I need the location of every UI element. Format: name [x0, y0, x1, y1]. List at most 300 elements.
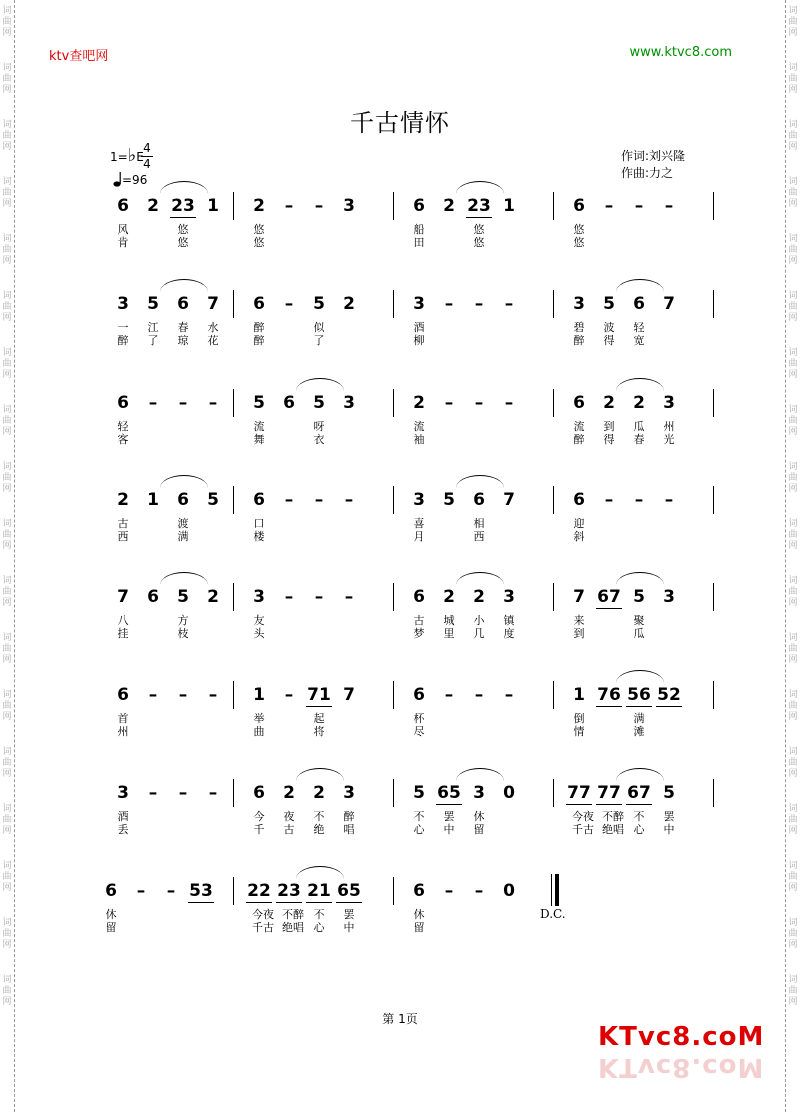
barline — [393, 486, 394, 514]
barline — [233, 290, 234, 318]
note: 5 — [413, 783, 425, 803]
note: 6 — [253, 294, 265, 314]
note: – — [474, 393, 484, 413]
lyric-syllable: 千古 — [572, 823, 594, 836]
lyric-syllable: 悠 — [473, 236, 485, 249]
barline — [233, 389, 234, 417]
side-watermark-text: 词曲网 — [788, 462, 798, 494]
key-note: E — [136, 150, 144, 164]
note: 2 — [253, 196, 265, 216]
site-logo-reflection: KTvc8.coM — [598, 1052, 765, 1082]
lyric-syllable: 不醉 — [602, 810, 624, 823]
barline — [553, 192, 554, 220]
lyric-syllable: 相 — [473, 517, 485, 530]
staff-system — [0, 392, 800, 482]
barline — [553, 486, 554, 514]
note: 3 — [663, 393, 675, 413]
lyric-syllable: 楼 — [253, 530, 265, 543]
lyric-syllable: 小 — [473, 614, 485, 627]
lyric-syllable: 州 — [117, 725, 129, 738]
lyric-syllable: 酒 — [117, 810, 129, 823]
note: – — [284, 294, 294, 314]
lyric-syllable: 头 — [253, 627, 265, 640]
side-watermark-text: 词曲网 — [788, 804, 798, 836]
side-watermark-text: 词曲网 — [2, 690, 12, 722]
lyric-syllable: 唱 — [343, 823, 355, 836]
note: – — [444, 685, 454, 705]
lyric-syllable: 悠 — [573, 223, 585, 236]
eighth-note-underline — [596, 706, 622, 707]
lyric-syllable: 今 — [253, 810, 265, 823]
lyric-syllable: 倒 — [573, 712, 585, 725]
lyric-syllable: 醉 — [253, 321, 265, 334]
lyric-syllable: 绝唱 — [602, 823, 624, 836]
note: 5 — [313, 294, 325, 314]
lyric-syllable: 绝 — [313, 823, 325, 836]
side-watermark-text: 词曲网 — [2, 519, 12, 551]
note: 3 — [503, 587, 515, 607]
lyric-syllable: 肯 — [117, 236, 129, 249]
lyric-syllable: 了 — [147, 334, 159, 347]
staff-system — [0, 489, 800, 579]
note: – — [474, 294, 484, 314]
note: 1 — [147, 490, 159, 510]
note: 65 — [437, 783, 461, 803]
note: – — [178, 685, 188, 705]
lyric-syllable: 水 — [207, 321, 219, 334]
note: 6 — [413, 196, 425, 216]
eighth-note-underline — [306, 902, 332, 903]
note: 6 — [253, 783, 265, 803]
note: – — [284, 490, 294, 510]
note: 77 — [567, 783, 591, 803]
note: – — [634, 196, 644, 216]
note: – — [444, 881, 454, 901]
lyric-syllable: 州 — [663, 420, 675, 433]
lyric-syllable: 一 — [117, 321, 129, 334]
lyric-syllable: 喜 — [413, 517, 425, 530]
note: 6 — [473, 490, 485, 510]
lyric-syllable: 到 — [603, 420, 615, 433]
staff-system — [0, 195, 800, 285]
side-watermark-text: 词曲网 — [2, 861, 12, 893]
lyric-syllable: 罢 — [663, 810, 675, 823]
lyric-syllable: 得 — [603, 334, 615, 347]
staff-system — [0, 586, 800, 676]
note: 1 — [207, 196, 219, 216]
note: 6 — [105, 881, 117, 901]
note: – — [178, 783, 188, 803]
slur-arc — [160, 181, 208, 194]
note: – — [166, 881, 176, 901]
lyric-syllable: 不 — [413, 810, 425, 823]
note: 2 — [413, 393, 425, 413]
note: – — [284, 196, 294, 216]
lyric-syllable: 罢 — [443, 810, 455, 823]
note: 6 — [573, 196, 585, 216]
note: 3 — [253, 587, 265, 607]
lyric-syllable: 几 — [473, 627, 485, 640]
note: 6 — [177, 490, 189, 510]
lyric-syllable: 不 — [313, 908, 325, 921]
staff-system — [0, 782, 800, 872]
note: 7 — [207, 294, 219, 314]
note: 5 — [443, 490, 455, 510]
side-watermark-text: 词曲网 — [2, 804, 12, 836]
side-watermark-text: 词曲网 — [788, 63, 798, 95]
key-signature — [110, 145, 144, 166]
time-signature — [141, 141, 153, 172]
final-barline-thin — [551, 874, 552, 906]
lyric-syllable: 留 — [105, 921, 117, 934]
staff-system — [0, 293, 800, 383]
lyric-syllable: 镇 — [503, 614, 515, 627]
eighth-note-underline — [188, 902, 214, 903]
lyric-syllable: 心 — [633, 823, 645, 836]
note: – — [474, 881, 484, 901]
lyric-syllable: 将 — [313, 725, 325, 738]
lyric-syllable: 田 — [413, 236, 425, 249]
lyric-syllable: 满 — [633, 712, 645, 725]
lyric-syllable: 瓜 — [633, 420, 645, 433]
lyric-syllable: 醉 — [573, 433, 585, 446]
lyric-syllable: 酒 — [413, 321, 425, 334]
lyric-syllable: 悠 — [177, 223, 189, 236]
staff-system — [0, 880, 800, 970]
note: – — [208, 393, 218, 413]
barline — [553, 779, 554, 807]
barline — [233, 583, 234, 611]
note: 23 — [171, 196, 195, 216]
lyric-syllable: 今夜 — [252, 908, 274, 921]
note: 6 — [573, 393, 585, 413]
lyric-syllable: 度 — [503, 627, 515, 640]
note: 71 — [307, 685, 331, 705]
lyric-syllable: 尽 — [413, 725, 425, 738]
note: 5 — [177, 587, 189, 607]
barline — [233, 877, 234, 905]
lyric-syllable: 枝 — [177, 627, 189, 640]
note: 7 — [343, 685, 355, 705]
page-number: 第 1页 — [382, 1012, 418, 1026]
lyric-syllable: 来 — [573, 614, 585, 627]
lyric-syllable: 中 — [663, 823, 675, 836]
eighth-note-underline — [276, 902, 302, 903]
lyric-syllable: 不醉 — [282, 908, 304, 921]
barline — [713, 681, 714, 709]
lyric-syllable: 休 — [413, 908, 425, 921]
note: – — [136, 881, 146, 901]
note: 2 — [443, 587, 455, 607]
note: – — [148, 393, 158, 413]
note: 7 — [117, 587, 129, 607]
note: 6 — [253, 490, 265, 510]
note: 6 — [147, 587, 159, 607]
lyric-syllable: 客 — [117, 433, 129, 446]
note: – — [604, 196, 614, 216]
note: 2 — [313, 783, 325, 803]
lyric-syllable: 悠 — [253, 236, 265, 249]
lyric-syllable: 袖 — [413, 433, 425, 446]
note: 5 — [147, 294, 159, 314]
eighth-note-underline — [436, 804, 462, 805]
note: 5 — [313, 393, 325, 413]
lyric-syllable: 方 — [177, 614, 189, 627]
note: 67 — [597, 587, 621, 607]
barline — [713, 290, 714, 318]
side-watermark-text: 词曲网 — [788, 690, 798, 722]
eighth-note-underline — [596, 804, 622, 805]
note: 2 — [603, 393, 615, 413]
note: – — [634, 490, 644, 510]
note: 56 — [627, 685, 651, 705]
note: – — [314, 490, 324, 510]
side-watermark-text: 词曲网 — [2, 747, 12, 779]
lyric-syllable: 满 — [177, 530, 189, 543]
note: 3 — [343, 393, 355, 413]
lyric-syllable: 中 — [343, 921, 355, 934]
final-barline-thick — [555, 874, 559, 906]
lyric-syllable: 悠 — [573, 236, 585, 249]
lyric-syllable: 衣 — [313, 433, 325, 446]
note: 3 — [413, 490, 425, 510]
eighth-note-underline — [626, 706, 652, 707]
note: 67 — [627, 783, 651, 803]
note: – — [314, 587, 324, 607]
note: 6 — [413, 881, 425, 901]
site-logo[interactable]: KTvc8.coM — [598, 1022, 765, 1052]
note: 2 — [473, 587, 485, 607]
note: 6 — [573, 490, 585, 510]
barline — [553, 389, 554, 417]
note: 6 — [117, 685, 129, 705]
time-sig-bottom: 4 — [143, 157, 151, 171]
lyric-syllable: 今夜 — [572, 810, 594, 823]
note: – — [664, 196, 674, 216]
note: 6 — [117, 196, 129, 216]
side-watermark-text: 词曲网 — [788, 861, 798, 893]
barline — [393, 877, 394, 905]
lyric-syllable: 绝唱 — [282, 921, 304, 934]
lyric-syllable: 悠 — [177, 236, 189, 249]
note: 6 — [413, 587, 425, 607]
lyric-syllable: 醉 — [343, 810, 355, 823]
site-url-right[interactable]: www.ktvc8.com — [629, 45, 732, 60]
note: 6 — [117, 393, 129, 413]
barline — [393, 779, 394, 807]
site-name-left[interactable]: ktv查吧网 — [49, 49, 109, 64]
lyric-syllable: 到 — [573, 627, 585, 640]
lyric-syllable: 琼 — [177, 334, 189, 347]
note: – — [208, 783, 218, 803]
note: 23 — [277, 881, 301, 901]
lyric-syllable: 醉 — [253, 334, 265, 347]
note: 5 — [603, 294, 615, 314]
lyric-syllable: 古 — [283, 823, 295, 836]
side-watermark-text: 词曲网 — [788, 291, 798, 323]
lyric-syllable: 挂 — [117, 627, 129, 640]
lyric-syllable: 八 — [117, 614, 129, 627]
lyric-syllable: 流 — [253, 420, 265, 433]
note: 5 — [663, 783, 675, 803]
side-watermark-text: 词曲网 — [2, 6, 12, 38]
side-watermark-text: 词曲网 — [2, 462, 12, 494]
note: – — [148, 685, 158, 705]
lyric-syllable: 古 — [413, 614, 425, 627]
note: – — [314, 196, 324, 216]
lyric-syllable: 春 — [633, 433, 645, 446]
lyric-syllable: 千 — [253, 823, 265, 836]
side-watermark-text: 词曲网 — [2, 975, 12, 1007]
side-watermark-text: 词曲网 — [788, 519, 798, 551]
barline — [233, 486, 234, 514]
lyric-syllable: 夜 — [283, 810, 295, 823]
lyric-syllable: 渡 — [177, 517, 189, 530]
lyric-syllable: 留 — [473, 823, 485, 836]
note: 2 — [343, 294, 355, 314]
barline — [713, 389, 714, 417]
note: 5 — [633, 587, 645, 607]
note: – — [284, 685, 294, 705]
lyric-syllable: 迎 — [573, 517, 585, 530]
time-sig-top: 4 — [143, 141, 151, 155]
note: 23 — [467, 196, 491, 216]
note: 3 — [117, 294, 129, 314]
note: 21 — [307, 881, 331, 901]
lyric-syllable: 友 — [253, 614, 265, 627]
side-watermark-text: 词曲网 — [788, 234, 798, 266]
lyric-syllable: 情 — [573, 725, 585, 738]
note: 2 — [283, 783, 295, 803]
barline — [233, 779, 234, 807]
eighth-note-underline — [170, 217, 196, 218]
staff-system — [0, 684, 800, 774]
lyric-syllable: 月 — [413, 530, 425, 543]
barline — [233, 681, 234, 709]
note: 2 — [147, 196, 159, 216]
side-watermark-text: 词曲网 — [2, 405, 12, 437]
lyric-syllable: 轻 — [633, 321, 645, 334]
side-watermark-text: 词曲网 — [788, 747, 798, 779]
lyric-syllable: 不 — [313, 810, 325, 823]
note: 76 — [597, 685, 621, 705]
note: – — [504, 294, 514, 314]
lyric-syllable: 滩 — [633, 725, 645, 738]
lyric-syllable: 瓜 — [633, 627, 645, 640]
lyric-syllable: 江 — [147, 321, 159, 334]
lyric-syllable: 似 — [313, 321, 325, 334]
note: – — [504, 393, 514, 413]
note: 5 — [253, 393, 265, 413]
lyric-syllable: 起 — [313, 712, 325, 725]
eighth-note-underline — [656, 706, 682, 707]
side-watermark-text: 词曲网 — [788, 576, 798, 608]
note: – — [504, 685, 514, 705]
lyric-syllable: 里 — [443, 627, 455, 640]
barline — [713, 192, 714, 220]
lyric-syllable: 中 — [443, 823, 455, 836]
lyric-syllable: 不 — [633, 810, 645, 823]
eighth-note-underline — [626, 804, 652, 805]
eighth-note-underline — [596, 608, 622, 609]
barline — [713, 486, 714, 514]
lyric-syllable: 流 — [573, 420, 585, 433]
note: 6 — [413, 685, 425, 705]
tempo-mark — [113, 172, 147, 187]
lyric-syllable: 了 — [313, 334, 325, 347]
lyric-syllable: 心 — [313, 921, 325, 934]
note: – — [284, 587, 294, 607]
note: 0 — [503, 783, 515, 803]
lyric-syllable: 丢 — [117, 823, 129, 836]
barline — [553, 583, 554, 611]
note: 6 — [633, 294, 645, 314]
note: – — [344, 587, 354, 607]
flat-icon: ♭ — [127, 145, 137, 166]
key-prefix: 1= — [110, 150, 128, 164]
lyric-syllable: 呀 — [313, 420, 325, 433]
note: – — [178, 393, 188, 413]
note: 7 — [663, 294, 675, 314]
side-watermark-text: 词曲网 — [2, 63, 12, 95]
barline — [233, 192, 234, 220]
note: 1 — [253, 685, 265, 705]
lyric-syllable: 聚 — [633, 614, 645, 627]
eighth-note-underline — [566, 804, 592, 805]
lyric-syllable: 碧 — [573, 321, 585, 334]
lyric-syllable: 光 — [663, 433, 675, 446]
side-watermark-text: 词曲网 — [788, 918, 798, 950]
side-watermark-text: 词曲网 — [788, 975, 798, 1007]
side-watermark-text: 词曲网 — [788, 348, 798, 380]
side-watermark-text: 词曲网 — [788, 6, 798, 38]
tempo-value: =96 — [122, 173, 148, 187]
barline — [393, 389, 394, 417]
note: 52 — [657, 685, 681, 705]
eighth-note-underline — [246, 902, 272, 903]
lyric-syllable: 花 — [207, 334, 219, 347]
note: 0 — [503, 881, 515, 901]
song-title: 千古情怀 — [350, 109, 450, 137]
lyric-syllable: 口 — [253, 517, 265, 530]
note: – — [444, 294, 454, 314]
note: – — [344, 490, 354, 510]
eighth-note-underline — [466, 217, 492, 218]
note: 3 — [663, 587, 675, 607]
lyric-syllable: 斜 — [573, 530, 585, 543]
lyric-syllable: 波 — [603, 321, 615, 334]
note: 3 — [413, 294, 425, 314]
lyric-syllable: 醉 — [117, 334, 129, 347]
note: – — [604, 490, 614, 510]
lyric-syllable: 休 — [473, 810, 485, 823]
side-watermark-text: 词曲网 — [788, 405, 798, 437]
lyric-syllable: 罢 — [343, 908, 355, 921]
note: – — [208, 685, 218, 705]
side-watermark-text: 词曲网 — [2, 291, 12, 323]
lyric-syllable: 春 — [177, 321, 189, 334]
note: 77 — [597, 783, 621, 803]
side-watermark-text: 词曲网 — [2, 633, 12, 665]
barline — [393, 290, 394, 318]
lyric-syllable: 西 — [473, 530, 485, 543]
composer: 作曲:力之 — [621, 166, 674, 180]
lyric-syllable: 西 — [117, 530, 129, 543]
lyric-syllable: 心 — [413, 823, 425, 836]
note: – — [444, 393, 454, 413]
note: 2 — [117, 490, 129, 510]
lyric-syllable: 轻 — [117, 420, 129, 433]
